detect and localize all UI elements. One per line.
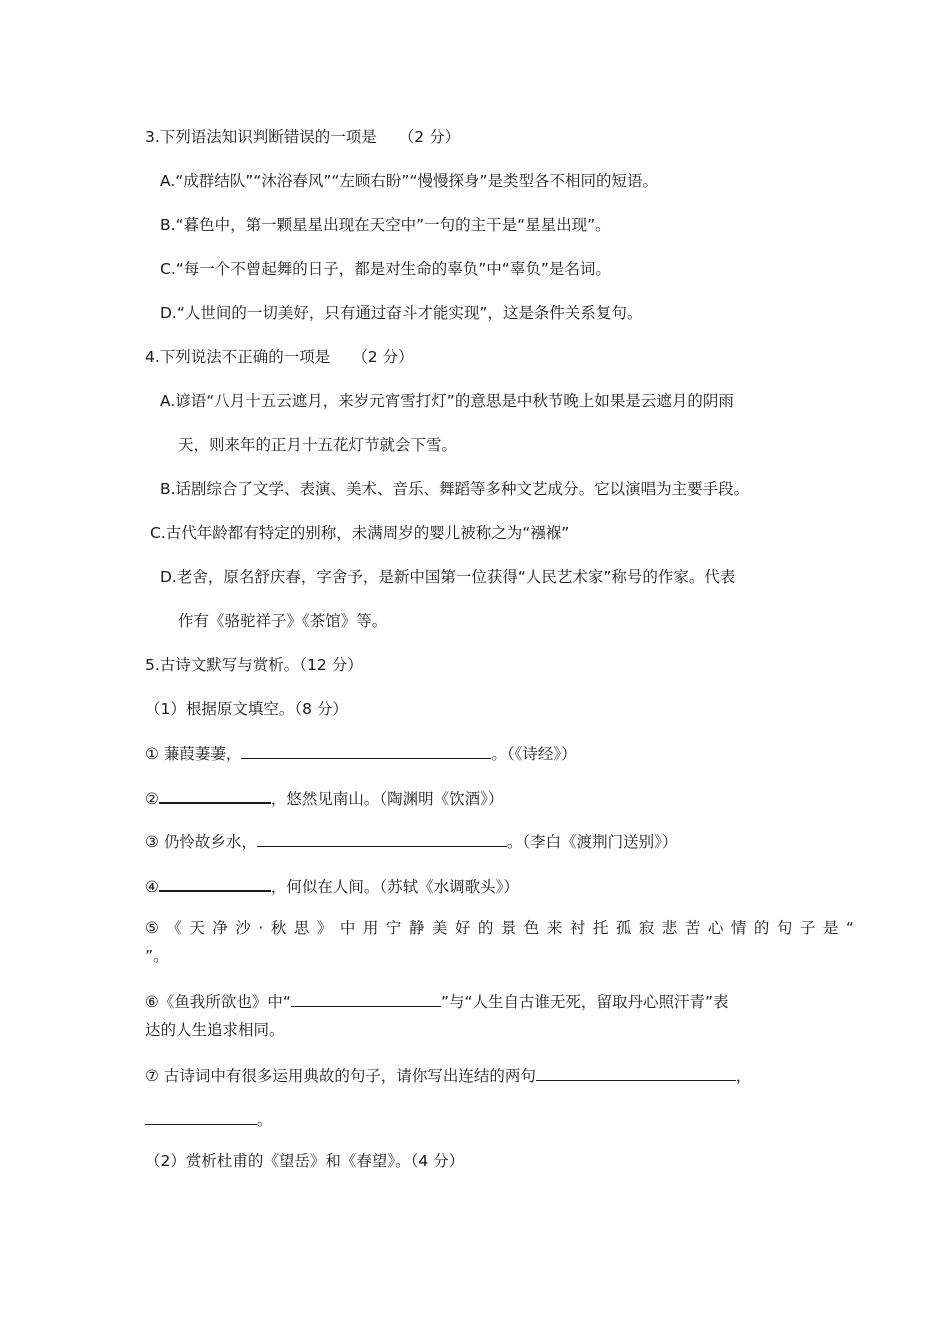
- item-6-answer-blank[interactable]: [291, 991, 441, 1007]
- q5-item-2: [145, 787, 503, 809]
- q5-item-4: [145, 875, 519, 897]
- q5-item-6-line2: 达的人生追求相同。: [145, 1021, 285, 1039]
- item-3-prefix: 仍怜故乡水，: [163, 833, 257, 851]
- q5-item-7-line2: [145, 1109, 273, 1130]
- item-6-prefix: 《鱼我所欲也》中“: [158, 993, 291, 1011]
- q3-stem-text: 3.下列语法知识判断错误的一项是: [145, 128, 377, 146]
- q5-part1-heading: （1）根据原文填空。（8 分）: [145, 700, 348, 718]
- q5-stem: 5.古诗文默写与赏析。（12 分）: [145, 656, 363, 674]
- q4-option-a-line2: 天，则来年的正月十五花灯节就会下雪。: [178, 436, 458, 454]
- q5-item-7-line1: [145, 1065, 751, 1086]
- q3-option-a: A.“成群结队”“沐浴春风”“左顾右盼”“慢慢探身”是类型各不相同的短语。: [160, 172, 659, 190]
- item-1-suffix: 。（《诗经》）: [491, 745, 577, 763]
- q4-stem-text: 4.下列说法不正确的一项是: [145, 348, 331, 366]
- q4-score: （2 分）: [352, 348, 414, 366]
- q3-option-d: D.“人世间的一切美好，只有通过奋斗才能实现”，这是条件关系复句。: [160, 304, 643, 322]
- q4-option-d-line1: D.老舍，原名舒庆春，字舍予，是新中国第一位获得“人民艺术家”称号的作家。代表: [160, 568, 736, 586]
- q5-item-5-line1: ⑤《天净沙·秋思》中用宁静美好的景色来衬托孤寂悲苦心情的句子是“: [145, 919, 862, 937]
- item-2-answer-blank[interactable]: [159, 787, 271, 804]
- q5-item-1: [145, 743, 577, 764]
- item-7-number: ⑦: [145, 1067, 159, 1085]
- q3-option-c: C.“每一个不曾起舞的日子，都是对生命的辜负”中“辜负”是名词。: [160, 260, 611, 278]
- item-3-suffix: 。（李白《渡荆门送别》）: [506, 833, 678, 851]
- item-1-prefix: 蒹葭萋萋，: [163, 745, 242, 763]
- item-4-suffix: ，何似在人间。（苏轼《水调歌头》）: [270, 878, 519, 896]
- item-6-suffix: ”与“人生自古谁无死，留取丹心照汗青”表: [440, 993, 729, 1011]
- item-2-number: ②: [145, 790, 159, 808]
- q5-part2-heading: （2）赏析杜甫的《望岳》和《春望》。（4 分）: [145, 1152, 465, 1170]
- q3-score: （2 分）: [398, 128, 461, 146]
- item-7-period: 。: [257, 1111, 273, 1129]
- q4-option-c: C.古代年龄都有特定的别称，未满周岁的婴儿被称之为“襁褓”: [150, 524, 570, 542]
- item-3-number: ③: [145, 833, 159, 851]
- q3-option-b: B.“暮色中，第一颗星星出现在天空中”一句的主干是“星星出现”。: [160, 216, 611, 234]
- item-2-suffix: ，悠然见南山。（陶渊明《饮酒》）: [270, 790, 504, 808]
- q4-option-d-line2: 作有《骆驼祥子》《茶馆》等。: [178, 612, 388, 630]
- item-7-answer-blank-1[interactable]: [536, 1065, 736, 1081]
- item-7-comma: ，: [735, 1067, 752, 1085]
- q5-item-6-line1: [145, 991, 729, 1012]
- q4-option-b: B.话剧综合了文学、表演、美术、音乐、舞蹈等多种文艺成分。它以演唱为主要手段。: [160, 480, 750, 498]
- item-7-answer-blank-2[interactable]: [145, 1109, 257, 1125]
- q4-stem: [145, 347, 414, 367]
- q5-item-5-line2: ”。: [145, 947, 169, 965]
- item-1-number: ①: [145, 745, 159, 763]
- q4-option-a-line1: A.谚语“八月十五云遮月，来岁元宵雪打灯”的意思是中秋节晚上如果是云遮月的阴雨: [160, 392, 734, 410]
- q3-stem: [145, 127, 460, 147]
- item-4-number: ④: [145, 878, 159, 896]
- item-6-number: ⑥: [145, 993, 159, 1011]
- item-3-answer-blank[interactable]: [257, 831, 507, 847]
- item-7-prefix: 古诗词中有很多运用典故的句子，请你写出连结的两句: [163, 1067, 536, 1085]
- item-4-answer-blank[interactable]: [159, 875, 271, 892]
- q5-item-3: [145, 831, 677, 852]
- item-1-answer-blank[interactable]: [241, 743, 491, 759]
